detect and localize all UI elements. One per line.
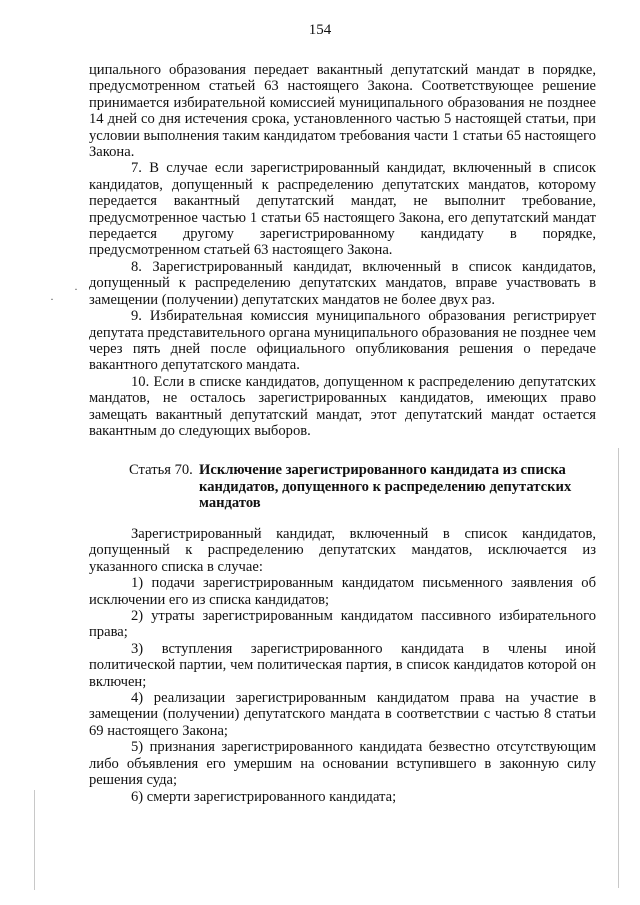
paragraph-item-8: 8. Зарегистрированный кандидат, включенный в список кандидатов, допущенный к распределению депутатских мандатов, вправе участвовать в замещении (получении) депутатских мандатов не более двух раз. xyxy=(89,258,596,308)
article-intro: Зарегистрированный кандидат, включенный в список кандидатов, допущенный к распределению депутатских мандатов, исключается из указанного списка в случае: xyxy=(89,526,596,575)
scan-edge-line xyxy=(618,448,619,888)
article-case-5: 5) признания зарегистрированного кандидата безвестно отсутствующим либо объявления его умершим на основании вступившего в законную силу решения суда; xyxy=(89,739,596,789)
scan-edge-line xyxy=(34,790,35,890)
article-case-6: 6) смерти зарегистрированного кандидата; xyxy=(131,788,397,805)
body-text xyxy=(89,62,596,439)
article-case-1: 1) подачи зарегистрированным кандидатом письменного заявления об исключении его из списка кандидатов; xyxy=(89,575,596,608)
article-title: Исключение зарегистрированного кандидата из списка кандидатов, допущенного к распределению депутатских мандатов xyxy=(199,462,572,512)
article-body xyxy=(89,526,596,805)
article-case-4: 4) реализации зарегистрированным кандидатом права на участие в замещении (получении) депутатского мандата в соответствии с частью 8 статьи 69 настоящего Закона; xyxy=(89,690,596,739)
article-case-2: 2) утраты зарегистрированным кандидатом пассивного избирательного права; xyxy=(89,608,596,641)
article-heading xyxy=(129,462,579,512)
paragraph-item-7: 7. В случае если зарегистрированный кандидат, включенный в список кандидатов, допущенный к распределению депутатских мандатов, которому передается вакантный депутатский мандат, не выполнит требование, предусмотренное частью 1 статьи 65 настоящего Закона, его депутатский мандат передается другому зарегистрированному кандидату в порядке, предусмотренном статьей 63 настоящего Закона. xyxy=(89,160,596,259)
scan-speck: · xyxy=(74,282,78,296)
paragraph-continuation: ципального образования передает вакантный депутатский мандат в порядке, предусмотренном статьей 63 настоящего Закона. Соответствующее решение принимается избирательной комиссией муниципального образования не позднее 14 дней со дня истечения срока, установленного частью 5 настоящей статьи, при условии выполнения таким кандидатом требования части 1 статьи 65 настоящего Закона. xyxy=(89,62,596,161)
article-case-3: 3) вступления зарегистрированного кандидата в члены иной политической партии, чем политическая партия, в список кандидатов которой он включен; xyxy=(89,640,596,690)
paragraph-item-10: 10. Если в списке кандидатов, допущенном к распределению депутатских мандатов, не осталось зарегистрированных кандидатов, имеющих право замещать вакантный депутатский мандат, этот депутатский мандат остается вакантным до следующих выборов. xyxy=(89,373,596,439)
scan-speck: · xyxy=(50,292,54,306)
article-number: Статья 70. xyxy=(129,462,193,478)
paragraph-item-9: 9. Избирательная комиссия муниципального образования регистрирует депутата представительного органа муниципального образования не позднее чем через пять дней после официального опубликования решения о передаче вакантного депутатского мандата. xyxy=(89,308,596,374)
page-number: 154 xyxy=(308,22,332,38)
